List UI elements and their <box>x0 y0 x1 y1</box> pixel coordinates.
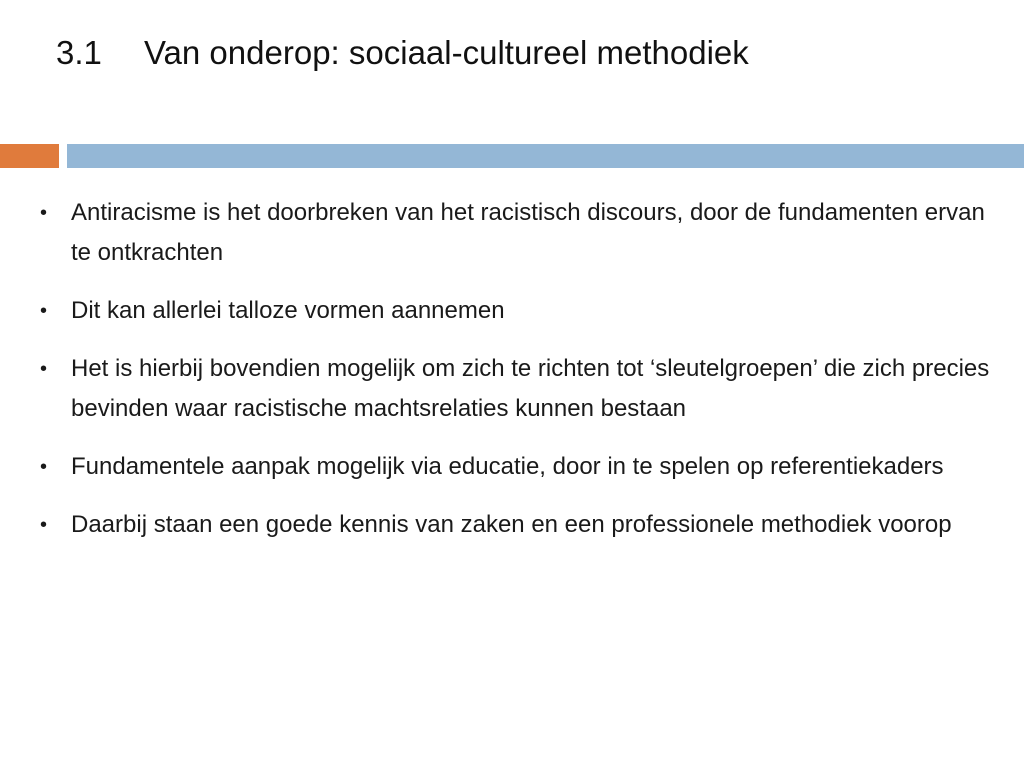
bullet-item <box>40 349 990 429</box>
bullet-dot-icon: • <box>40 358 48 380</box>
bullet-dot-icon: • <box>40 202 48 224</box>
bullet-text: Antiracisme is het doorbreken van het racistisch discours, door de fundamenten ervan te ontkrachten <box>71 199 985 266</box>
bullet-item <box>40 193 990 273</box>
bullet-text: Fundamentele aanpak mogelijk via educatie, door in te spelen op referentiekaders <box>71 453 944 480</box>
slide-title-number: 3.1 <box>56 34 102 71</box>
bullet-dot-icon: • <box>40 514 48 536</box>
accent-bar-blue <box>67 144 1024 168</box>
bullet-item <box>40 291 990 331</box>
bullet-dot-icon: • <box>40 300 48 322</box>
bullet-text: Het is hierbij bovendien mogelijk om zich te richten tot ‘sleutelgroepen’ die zich precies bevinden waar racistische machtsrelaties kunnen bestaan <box>71 355 990 422</box>
bullet-text: Dit kan allerlei talloze vormen aannemen <box>71 297 505 324</box>
accent-bar-orange <box>0 144 59 168</box>
slide-title <box>56 28 749 78</box>
bullet-list <box>40 193 990 563</box>
slide-title-text: Van onderop: sociaal-cultureel methodiek <box>144 34 749 71</box>
bullet-item <box>40 447 990 487</box>
bullet-item <box>40 505 990 545</box>
bullet-text: Daarbij staan een goede kennis van zaken en een professionele methodiek voorop <box>71 511 952 538</box>
bullet-dot-icon: • <box>40 456 48 478</box>
